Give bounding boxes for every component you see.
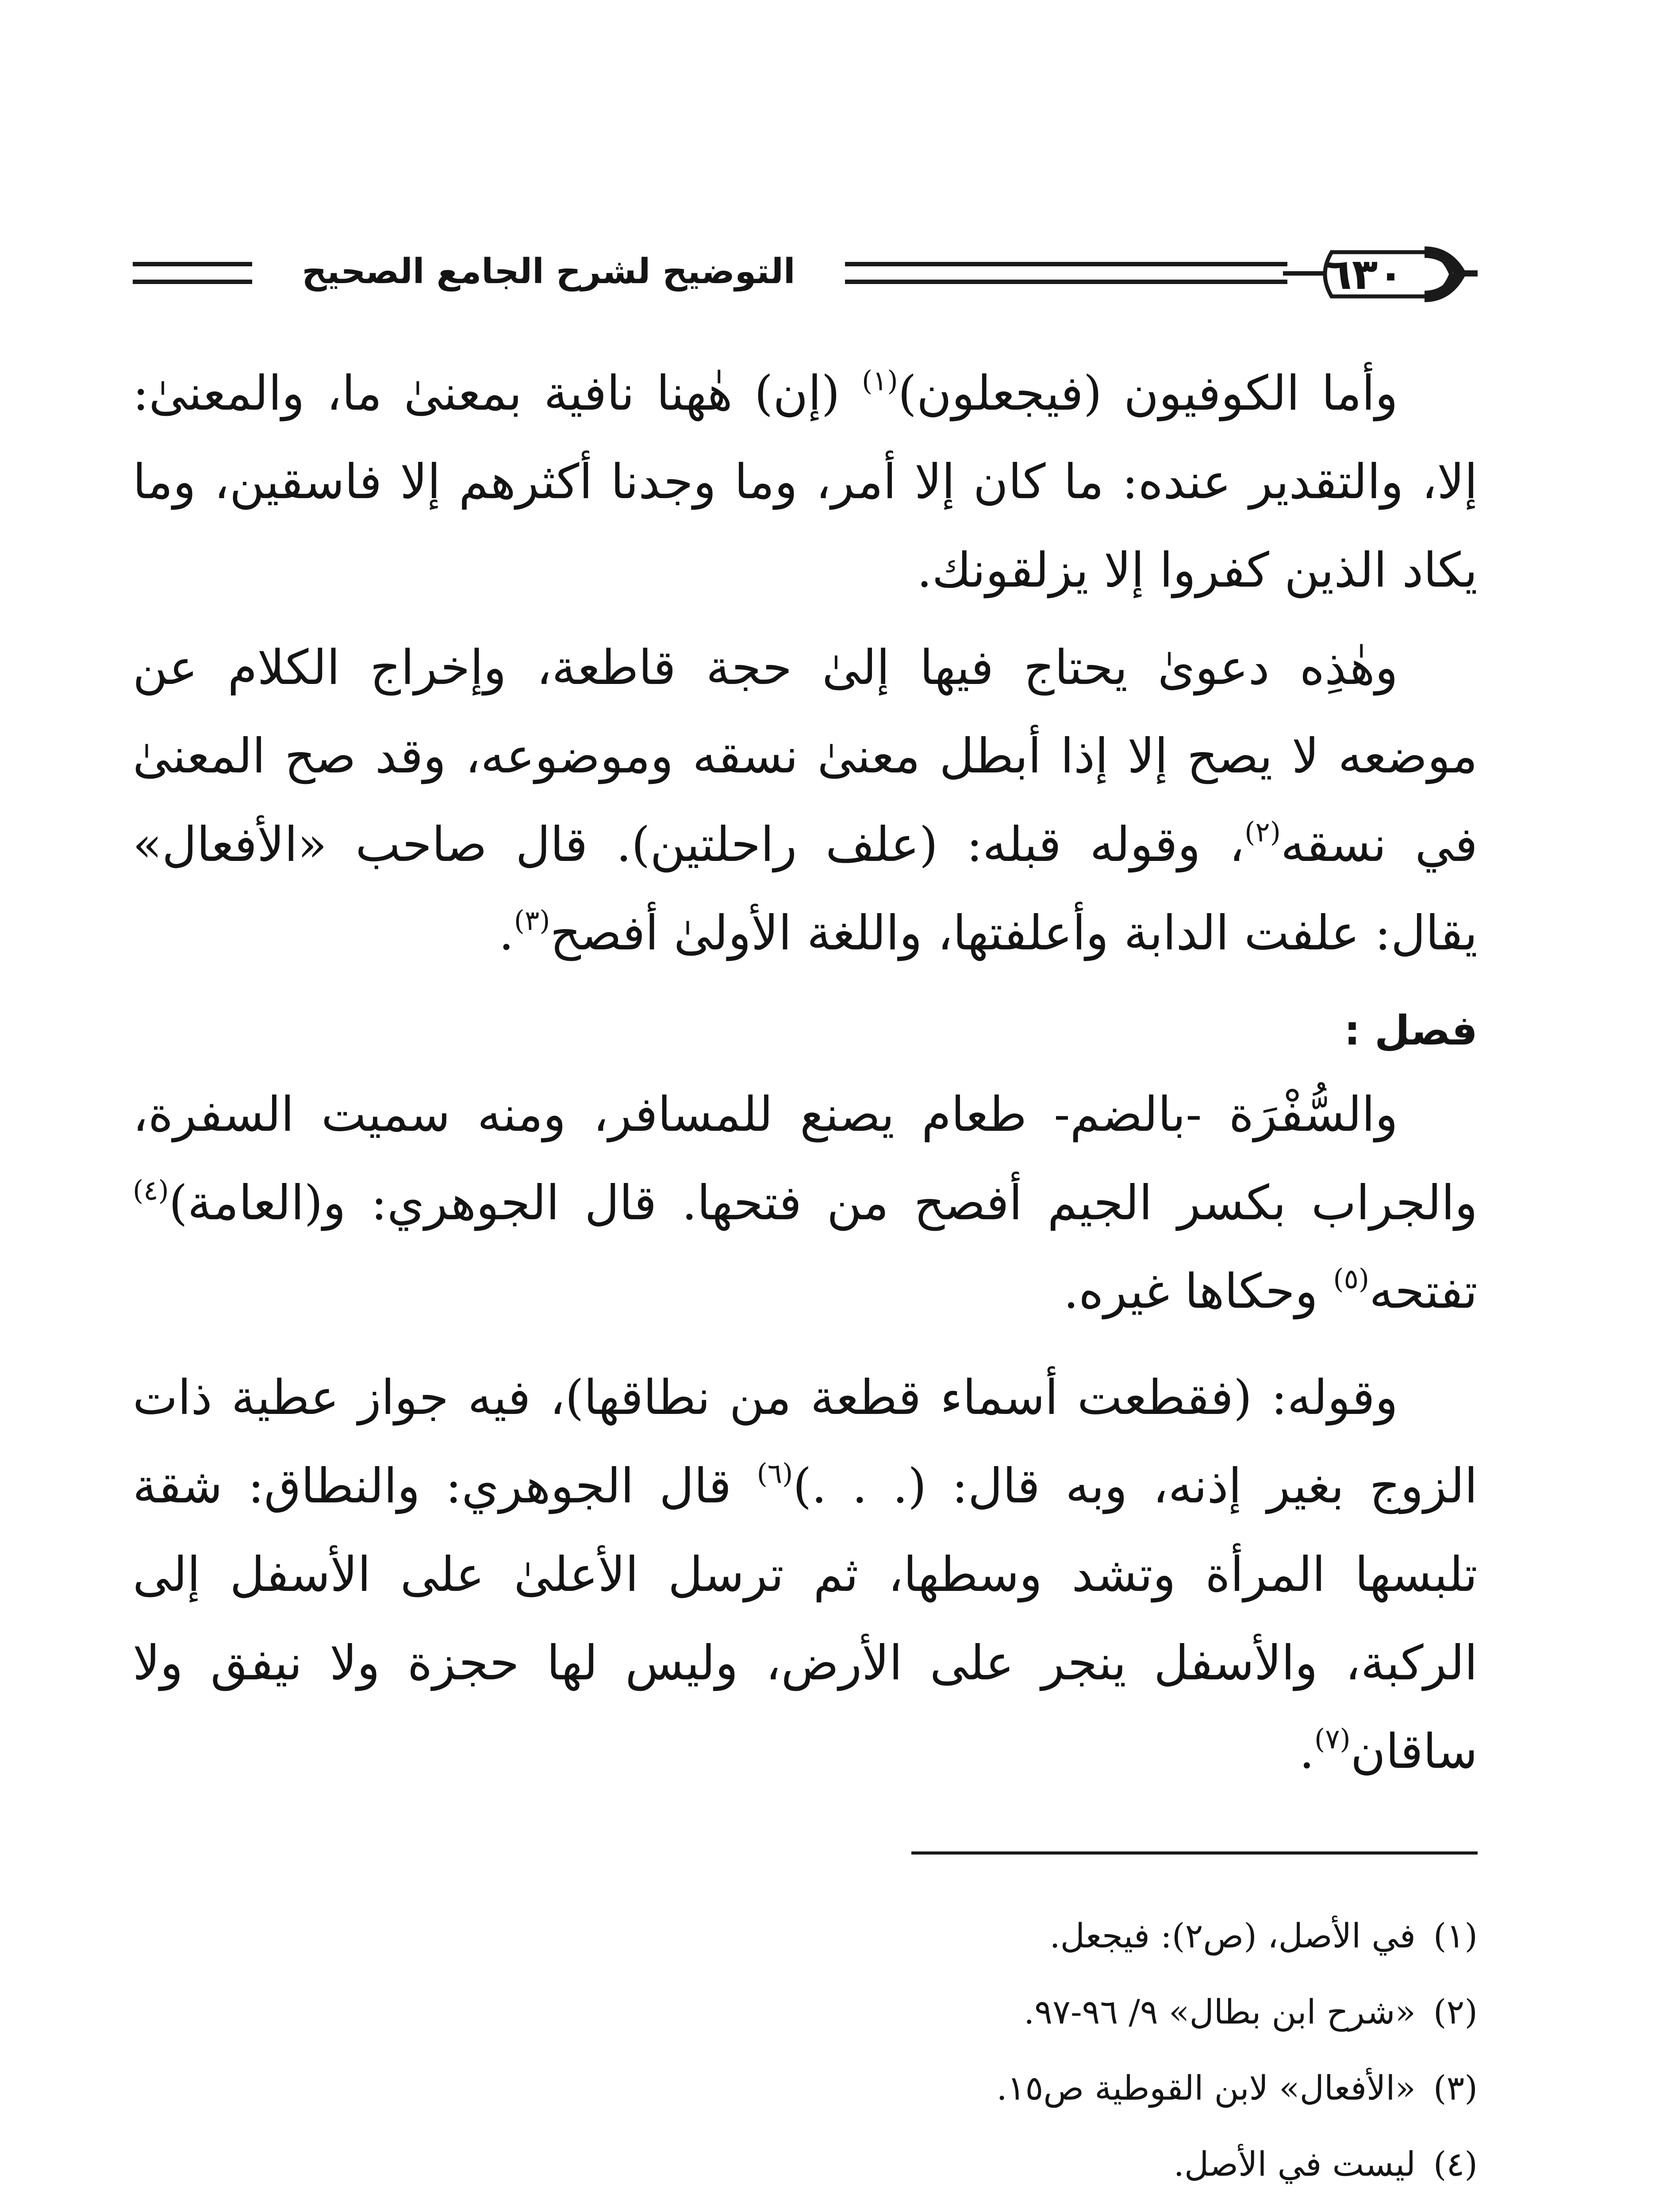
footnote-ref: (١) (861, 365, 898, 397)
text-run: وهٰذِه دعوىٰ يحتاج فيها إلىٰ حجة قاطعة، وإخراج الكلام عن موضعه لا يصح إلا إذا أبطل معنىٰ نسقه وموضوعه، وقد صح المعنىٰ في نسقه (133, 640, 1478, 872)
footnote-text: في الأصل، (ص٢): فيجعل. (1049, 1916, 1416, 1955)
footnote-text: ليست في الأصل. (1173, 2144, 1416, 2184)
body-text (133, 349, 1478, 1796)
text-run: وأما الكوفيون (فيجعلون) (898, 366, 1398, 421)
paragraph (133, 624, 1478, 978)
footnote-ref: (٣) (514, 904, 550, 937)
footnote (283, 2202, 1478, 2212)
footnote (283, 2126, 1478, 2202)
running-title: التوضيح لشرح الجامع الصحيح (261, 245, 836, 298)
footnote (283, 1974, 1478, 2050)
text-run: وحكاها غيره. (1063, 1264, 1333, 1319)
footnote-number: (١) (1433, 1916, 1478, 1955)
paragraph (133, 349, 1478, 615)
footnote-number: (٤) (1433, 2144, 1478, 2184)
footnote-ref: (٢) (1244, 816, 1281, 848)
text-run: تفتحه (1369, 1264, 1478, 1319)
footnote-text (722, 2202, 1416, 2212)
footnote-separator (911, 1851, 1478, 1855)
footnote-number: (٢) (1433, 1992, 1478, 2032)
header-rule-middle (845, 262, 1287, 266)
footnote-ref: (٤) (133, 1174, 169, 1206)
text-run: قال الجوهري: والنطاق: شقة تلبسها المرأة وتشد وسطها، ثم ترسل الأعلىٰ على الأسفل إلى الركبة، والأسفل ينجر على الأرض، وليس لها حجزة ولا نيفق ولا ساقان (133, 1459, 1478, 1779)
footnote-number: (٣) (1433, 2068, 1478, 2108)
page-number-badge (1274, 234, 1478, 314)
footnotes-list (283, 1898, 1478, 2212)
text-run: . (499, 906, 514, 961)
text-run: . (1299, 1724, 1315, 1779)
footnote-ref: (٧) (1314, 1723, 1351, 1755)
footnote (283, 2050, 1478, 2126)
footnote-ref: (٥) (1333, 1263, 1370, 1295)
section-heading: فصل : (1344, 1007, 1478, 1054)
page-number: ٦٣٠ (1326, 250, 1404, 299)
running-header (133, 230, 1478, 319)
footnote-number (1416, 2202, 1478, 2212)
text-run: ، وقوله قبله: (علف راحلتين). قال صاحب «الأفعال» يقال: علفت الدابة وأعلفتها، واللغة الأولىٰ أفصح (133, 817, 1478, 961)
footnote-ref: (٦) (757, 1457, 793, 1490)
text-run: والسُّفْرَة -بالضم- طعام يصنع للمسافر، ومنه سميت السفرة، والجراب بكسر الجيم أفصح من فتحها. قال الجوهري: و(العامة) (133, 1087, 1478, 1231)
paragraph (133, 1071, 1478, 1336)
header-rule-left (133, 262, 252, 266)
text-run: وقوله: (فقطعت أسماء قطعة من نطاقها)، فيه جواز عطية ذات الزوج بغير إذنه، وبه قال: (. . .) (133, 1370, 1478, 1514)
footnote-text: «شرح ابن بطال» ٩/ ٩٦-٩٧. (1024, 1992, 1416, 2032)
paragraph (133, 1354, 1478, 1796)
header-rule-middle (845, 280, 1287, 284)
text-run: (إن) هٰهنا نافية بمعنىٰ ما، والمعنىٰ: إلا، والتقدير عنده: ما كان إلا أمر، وما وجدنا أكثرهم إلا فاسقين، وما يكاد الذين كفروا إلا يزلقونك. (133, 366, 1478, 598)
footnote (283, 1898, 1478, 1974)
header-rule-left (133, 280, 252, 284)
footnote-text: «الأفعال» لابن القوطية ص١٥. (996, 2068, 1416, 2108)
